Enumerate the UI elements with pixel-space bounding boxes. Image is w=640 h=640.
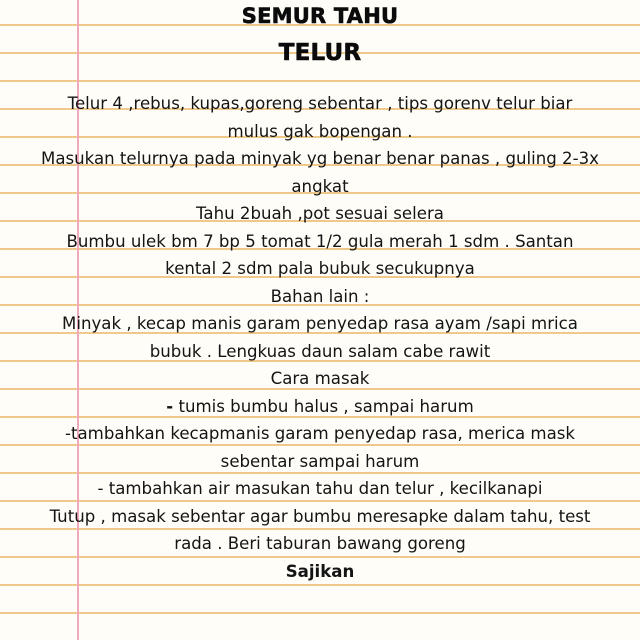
recipe-line-4: angkat — [291, 176, 349, 196]
recipe-title-line-1: SEMUR TAHU — [241, 4, 399, 28]
recipe-line-17: rada . Beri taburan bawang goreng — [174, 534, 466, 553]
recipe-line-12-text: tumis bumbu halus , sampai harum — [178, 396, 474, 416]
recipe-body — [0, 90, 640, 585]
recipe-line-8: Bahan lain : — [270, 286, 370, 306]
recipe-line-11: Cara masak — [270, 369, 370, 388]
recipe-line-5: Tahu 2buah ,pot sesuai selera — [196, 204, 444, 223]
recipe-line-16: Tutup , masak sebentar agar bumbu meresapke dalam tahu, test — [49, 506, 591, 526]
recipe-title-line-2: TELUR — [278, 40, 362, 66]
recipe-line-12 — [0, 393, 640, 421]
recipe-line-14: sebentar sampai harum — [220, 451, 420, 471]
recipe-line-10: bubuk . Lengkuas daun salam cabe rawit — [149, 341, 491, 361]
bullet-dash: - — [166, 396, 174, 416]
recipe-line-13: -tambahkan kecapmanis garam penyedap rasa, merica mask — [65, 424, 575, 443]
recipe-line-9: Minyak , kecap manis garam penyedap rasa ayam /sapi mrica — [62, 314, 578, 333]
recipe-line-7: kental 2 sdm pala bubuk secukupnya — [165, 259, 475, 278]
recipe-line-6: Bumbu ulek bm 7 bp 5 tomat 1/2 gula merah 1 sdm . Santan — [66, 231, 574, 251]
recipe-line-15: - tambahkan air masukan tahu dan telur , kecilkanapi — [97, 479, 543, 498]
recipe-line-serve: Sajikan — [285, 561, 355, 581]
recipe-line-3: Masukan telurnya pada minyak yg benar benar panas , guling 2-3x — [41, 149, 599, 168]
recipe-line-1: Telur 4 ,rebus, kupas,goreng sebentar , tips gorenv telur biar — [67, 94, 573, 113]
recipe-line-2: mulus gak bopengan . — [227, 121, 413, 141]
